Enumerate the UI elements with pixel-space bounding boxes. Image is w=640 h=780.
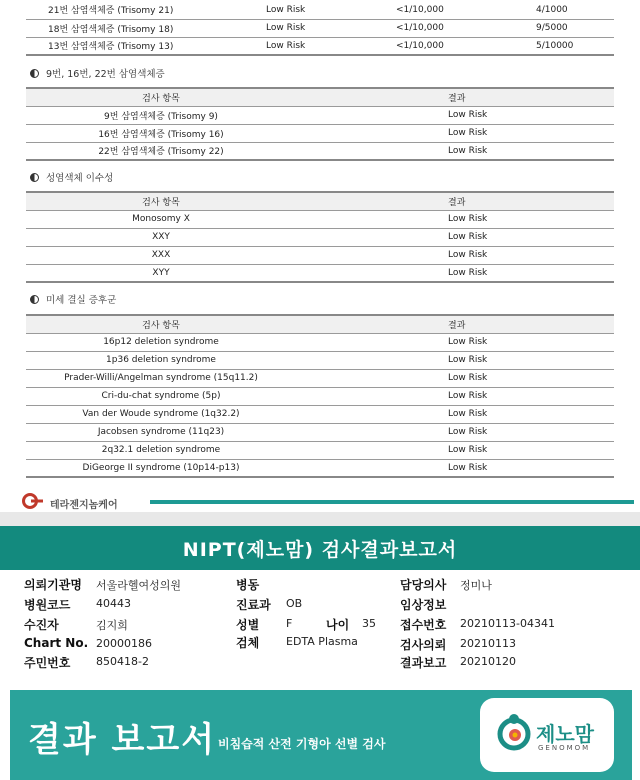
doctor-value: 정미나 bbox=[460, 579, 492, 592]
brand-subtitle: GENOMOM bbox=[538, 744, 591, 752]
table-row bbox=[26, 106, 614, 124]
terragen-logo-icon bbox=[22, 493, 44, 509]
code-value: 40443 bbox=[96, 597, 131, 610]
dept-label: 진료과 bbox=[236, 598, 271, 612]
doctor-label: 담당의사 bbox=[400, 578, 447, 592]
report-title: NIPT(제노맘) 검사결과보고서 bbox=[182, 538, 458, 561]
row-item: Monosomy X bbox=[26, 210, 296, 228]
half-circle-icon bbox=[30, 173, 39, 182]
receipt-label: 접수번호 bbox=[400, 618, 447, 632]
banner-subtitle: 비침습적 산전 기형아 선별 검사 bbox=[218, 737, 386, 751]
row-item: XXX bbox=[26, 246, 296, 264]
header-result: 결과 bbox=[296, 192, 614, 210]
examinee-label: 수진자 bbox=[24, 618, 59, 632]
row-result: Low Risk bbox=[296, 210, 614, 228]
row-result: Low Risk bbox=[296, 228, 614, 246]
id-value: 850418-2 bbox=[96, 655, 149, 668]
row-result: Low Risk bbox=[296, 387, 614, 405]
table-row bbox=[26, 228, 614, 246]
row-item: 9번 삼염색체증 (Trisomy 9) bbox=[26, 106, 296, 124]
request-value: 20210113 bbox=[460, 637, 516, 650]
table-row bbox=[26, 37, 614, 55]
receipt-value: 20210113-04341 bbox=[460, 617, 555, 630]
specimen-value: EDTA Plasma bbox=[286, 635, 358, 648]
examinee-value: 김지희 bbox=[96, 619, 128, 632]
row-result: Low Risk bbox=[296, 441, 614, 459]
footer-logo-text: 테라젠지놈케어 bbox=[50, 500, 118, 511]
row-ratio: 4/1000 bbox=[486, 1, 614, 19]
row-result: Low Risk bbox=[296, 405, 614, 423]
row-result: Low Risk bbox=[296, 142, 614, 160]
table-row bbox=[26, 441, 614, 459]
report-value: 20210120 bbox=[460, 655, 516, 668]
result-report-banner bbox=[10, 690, 632, 780]
row-result: Low Risk bbox=[296, 124, 614, 142]
table-row bbox=[26, 264, 614, 282]
table-row bbox=[26, 19, 614, 37]
table-row bbox=[26, 351, 614, 369]
header-result: 결과 bbox=[296, 315, 614, 333]
institution-label: 의뢰기관명 bbox=[24, 578, 82, 592]
section-title-text: 미세 결실 증후군 bbox=[46, 295, 117, 306]
row-item: Cri-du-chat syndrome (5p) bbox=[26, 387, 296, 405]
sex-value: F bbox=[286, 617, 293, 630]
row-result: Low Risk bbox=[296, 459, 614, 477]
row-result: Low Risk bbox=[296, 264, 614, 282]
row-item: Prader-Willi/Angelman syndrome (15q11.2) bbox=[26, 369, 296, 387]
report-title-band bbox=[0, 526, 640, 570]
ward-label: 병동 bbox=[236, 578, 260, 592]
half-circle-icon bbox=[30, 69, 39, 78]
row-item: 1p36 deletion syndrome bbox=[26, 351, 296, 369]
code-label: 병원코드 bbox=[24, 598, 71, 612]
row-item: DiGeorge II syndrome (10p14-p13) bbox=[26, 459, 296, 477]
patient-info-block bbox=[0, 576, 640, 686]
row-result: Low Risk bbox=[226, 1, 376, 19]
age-value: 35 bbox=[362, 617, 376, 630]
table-header-row bbox=[26, 88, 614, 106]
section-title-text: 9번, 16번, 22번 삼염색체증 bbox=[46, 69, 165, 80]
row-item: 16p12 deletion syndrome bbox=[26, 333, 296, 351]
request-label: 검사의뢰 bbox=[400, 638, 447, 652]
table-row bbox=[26, 246, 614, 264]
table-header-row bbox=[26, 192, 614, 210]
clinical-label: 임상정보 bbox=[400, 598, 447, 612]
table-row bbox=[26, 459, 614, 477]
footer-divider bbox=[150, 500, 634, 504]
genomom-brand-box bbox=[480, 698, 614, 772]
row-result: Low Risk bbox=[296, 246, 614, 264]
section-title-text: 성염색체 이수성 bbox=[46, 173, 114, 184]
table-row bbox=[26, 369, 614, 387]
row-item: Van der Woude syndrome (1q32.2) bbox=[26, 405, 296, 423]
half-circle-icon bbox=[30, 295, 39, 304]
row-item: XXY bbox=[26, 228, 296, 246]
table-row bbox=[26, 210, 614, 228]
header-item: 검사 항목 bbox=[26, 192, 296, 210]
row-cutoff: <1/10,000 bbox=[376, 37, 486, 55]
row-item: 18번 삼염색체증 (Trisomy 18) bbox=[26, 19, 226, 37]
row-result: Low Risk bbox=[296, 333, 614, 351]
table-row bbox=[26, 387, 614, 405]
table-row bbox=[26, 423, 614, 441]
microdeletion-table bbox=[26, 314, 614, 478]
sex-chromosome-table bbox=[26, 191, 614, 283]
table-row bbox=[26, 124, 614, 142]
row-item: 16번 삼염색체증 (Trisomy 16) bbox=[26, 124, 296, 142]
row-ratio: 5/10000 bbox=[486, 37, 614, 55]
table-row bbox=[26, 1, 614, 19]
row-item: Jacobsen syndrome (11q23) bbox=[26, 423, 296, 441]
row-result: Low Risk bbox=[296, 423, 614, 441]
id-label: 주민번호 bbox=[24, 656, 71, 670]
row-result: Low Risk bbox=[296, 369, 614, 387]
banner-title: 결과 보고서 bbox=[28, 720, 217, 760]
age-label: 나이 bbox=[326, 618, 350, 632]
specimen-label: 검체 bbox=[236, 636, 260, 650]
row-result: Low Risk bbox=[226, 19, 376, 37]
header-item: 검사 항목 bbox=[26, 315, 296, 333]
genomom-logo-icon bbox=[494, 712, 534, 752]
row-result: Low Risk bbox=[226, 37, 376, 55]
table-row bbox=[26, 142, 614, 160]
row-cutoff: <1/10,000 bbox=[376, 19, 486, 37]
section-title-sex-chromosome bbox=[30, 170, 113, 184]
row-item: 2q32.1 deletion syndrome bbox=[26, 441, 296, 459]
chart-label: Chart No. bbox=[24, 636, 89, 650]
row-result: Low Risk bbox=[296, 351, 614, 369]
header-item: 검사 항목 bbox=[26, 88, 296, 106]
row-ratio: 9/5000 bbox=[486, 19, 614, 37]
row-result: Low Risk bbox=[296, 106, 614, 124]
table-header-row bbox=[26, 315, 614, 333]
institution-value: 서울라헬여성의원 bbox=[96, 579, 182, 592]
row-item: 21번 삼염색체증 (Trisomy 21) bbox=[26, 1, 226, 19]
row-cutoff: <1/10,000 bbox=[376, 1, 486, 19]
row-item: 13번 삼염색체증 (Trisomy 13) bbox=[26, 37, 226, 55]
dept-value: OB bbox=[286, 597, 303, 610]
sex-label: 성별 bbox=[236, 618, 260, 632]
brand-name: 제노맘 bbox=[536, 722, 594, 746]
trisomy-other-table bbox=[26, 87, 614, 161]
trisomy-main-table bbox=[26, 1, 614, 56]
table-row bbox=[26, 333, 614, 351]
table-row bbox=[26, 405, 614, 423]
row-item: 22번 삼염색체증 (Trisomy 22) bbox=[26, 142, 296, 160]
page-separator bbox=[0, 512, 640, 526]
chart-value: 20000186 bbox=[96, 637, 152, 650]
row-item: XYY bbox=[26, 264, 296, 282]
section-title-trisomy-other bbox=[30, 66, 165, 80]
report-label: 결과보고 bbox=[400, 656, 447, 670]
header-result: 결과 bbox=[296, 88, 614, 106]
section-title-microdeletion bbox=[30, 292, 116, 306]
